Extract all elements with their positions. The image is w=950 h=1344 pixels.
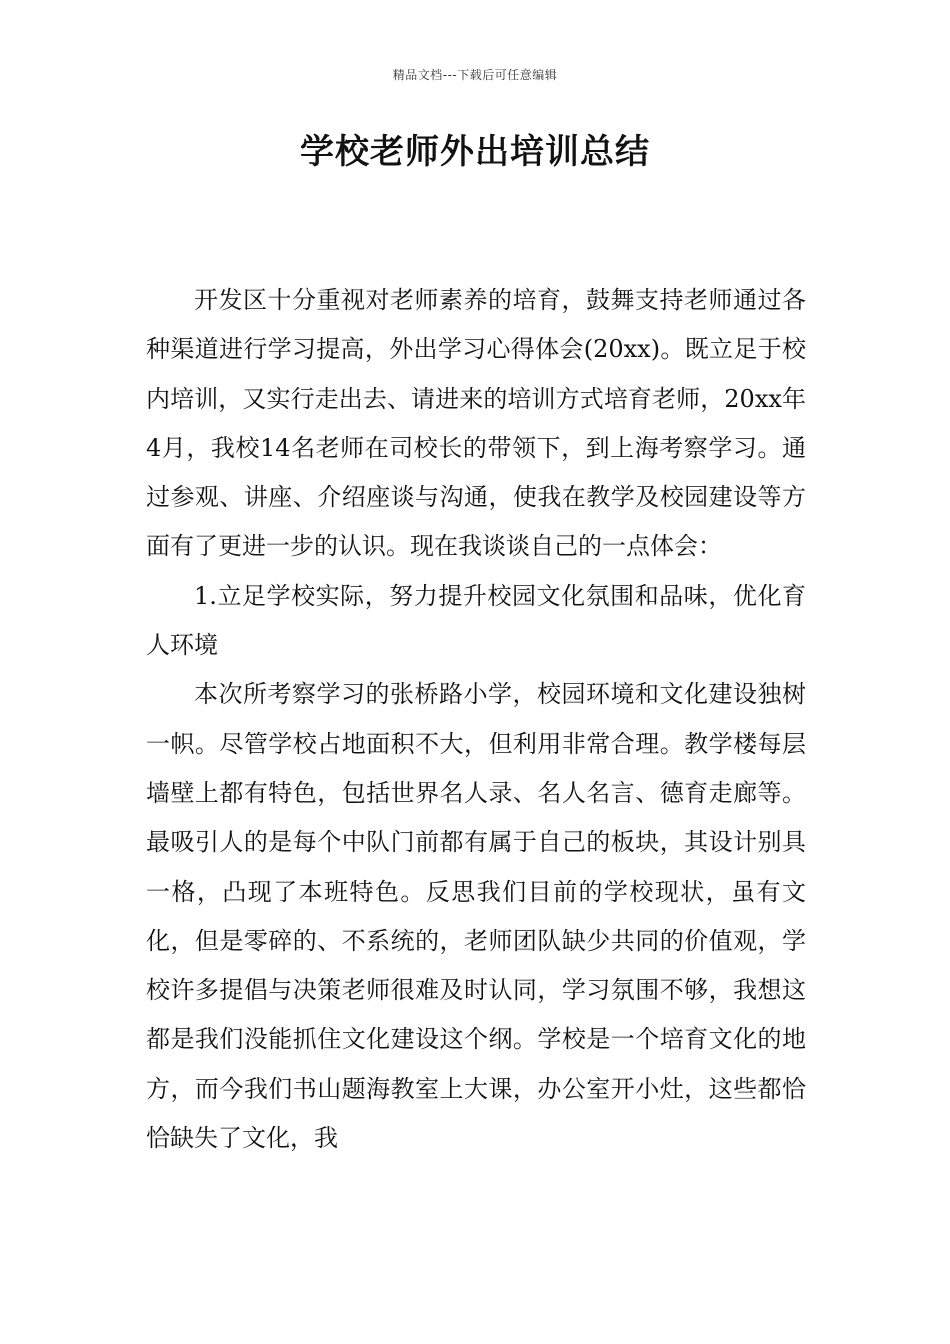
paragraph-intro: 开发区十分重视对老师素养的培育，鼓舞支持老师通过各种渠道进行学习提高，外出学习心得体会(20xx)。既立足于校内培训，又实行走出去、请进来的培训方式培育老师，20xx年4月，我校14名老师在司校长的带领下，到上海考察学习。通过参观、讲座、介绍座谈与沟通，使我在教学及校园建设等方面有了更进一步的认识。现在我谈谈自己的一点体会： (146, 286, 806, 561)
document-body (146, 276, 806, 1163)
paragraph-heading-1: 1.立足学校实际，努力提升校园文化氛围和品味，优化育人环境 (146, 581, 806, 660)
paragraph-body-1: 本次所考察学习的张桥路小学，校园环境和文化建设独树一帜。尽管学校占地面积不大，但利用非常合理。教学楼每层墙壁上都有特色，包括世界名人录、名人名言、德育走廊等。最吸引人的是每个中队门前都有属于自己的板块，其设计别具一格，凸现了本班特色。反思我们目前的学校现状，虽有文化，但是零碎的、不系统的，老师团队缺少共同的价值观，学校许多提倡与决策老师很难及时认同，学习氛围不够，我想这都是我们没能抓住文化建设这个纲。学校是一个培育文化的地方，而今我们书山题海教室上大课，办公室开小灶，这些都恰恰缺失了文化，我 (146, 680, 806, 1153)
document-title: 学校老师外出培训总结 (300, 132, 650, 172)
header-note: 精品文档---下载后可任意编辑 (392, 68, 558, 82)
